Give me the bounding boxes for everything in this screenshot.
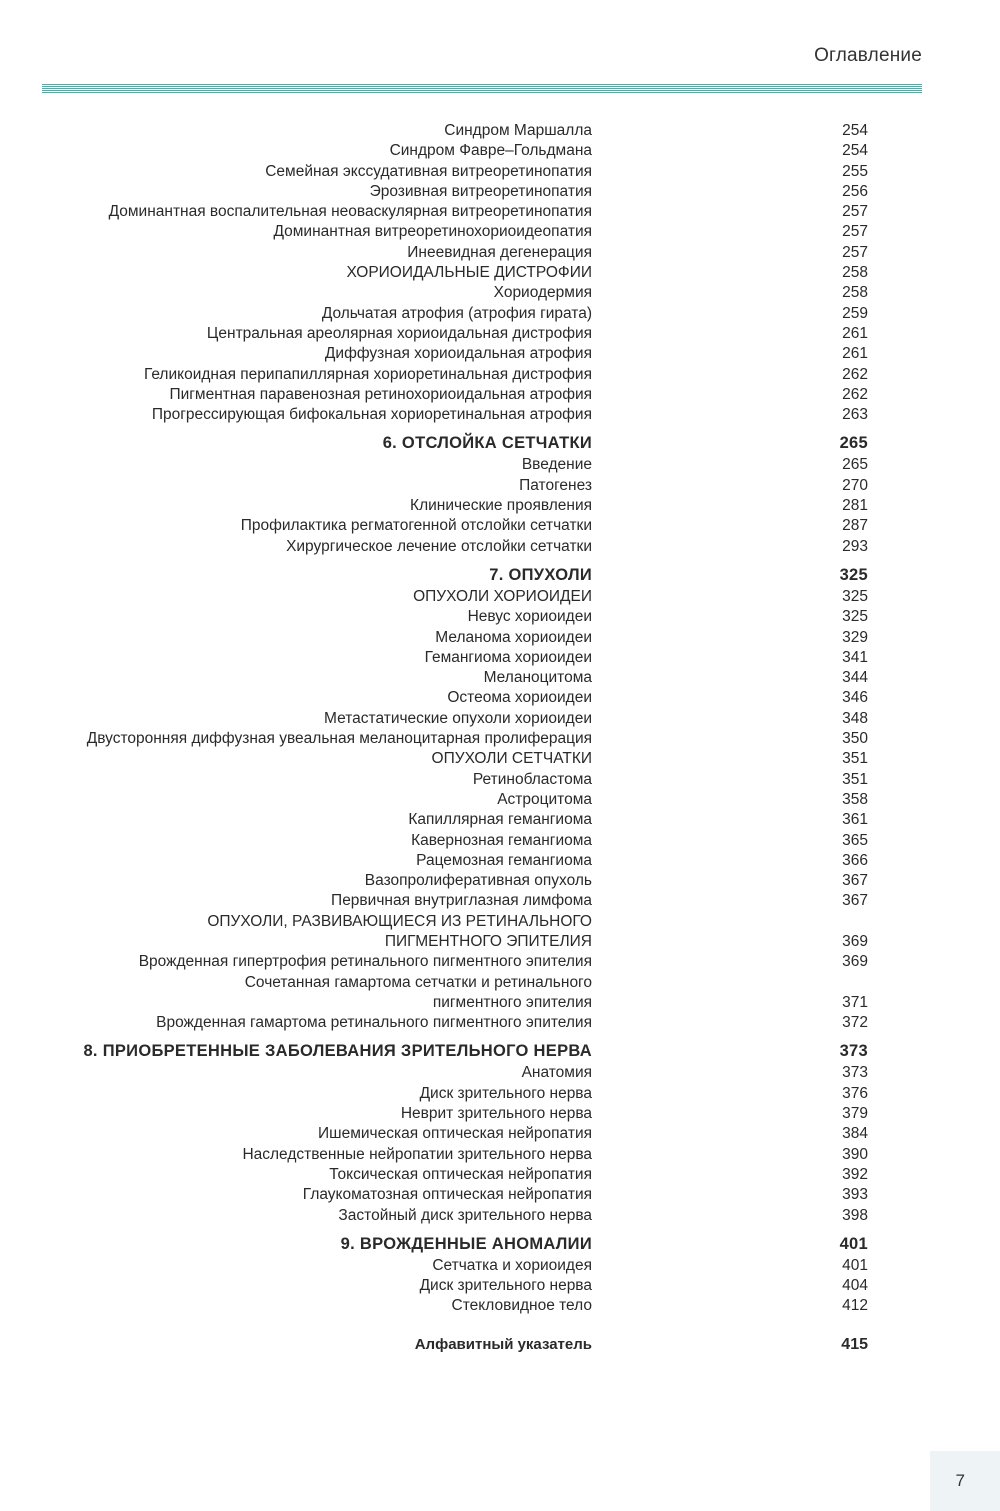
toc-entry-row <box>0 121 1000 141</box>
toc-entry-page: 262 <box>842 385 868 403</box>
toc-entry-title: Стекловидное тело <box>451 1297 592 1315</box>
toc-entry-title: Глаукоматозная оптическая нейропатия <box>302 1186 592 1204</box>
page-number-box <box>930 1451 1000 1511</box>
toc-entry-title: Хирургическое лечение отслойки сетчатки <box>286 537 592 555</box>
toc-entry-row <box>0 1206 1000 1226</box>
toc-entry-title: Диск зрительного нерва <box>419 1084 592 1102</box>
toc-entry-row <box>0 385 1000 405</box>
toc-entry-page: 390 <box>842 1145 868 1163</box>
toc-entry-page: 329 <box>842 628 868 646</box>
toc-entry-title: 7. ОПУХОЛИ <box>489 565 592 584</box>
toc-entry-row <box>0 344 1000 364</box>
table-of-contents <box>0 121 1000 1357</box>
toc-entry-title: Геликоидная перипапиллярная хориоретинальная дистрофия <box>143 365 592 383</box>
toc-entry-page: 365 <box>842 831 868 849</box>
toc-entry-page: 256 <box>842 182 868 200</box>
toc-entry-page: 392 <box>842 1165 868 1183</box>
toc-entry-row <box>0 648 1000 668</box>
toc-entry-row <box>0 516 1000 536</box>
toc-entry-page: 369 <box>842 932 868 950</box>
toc-entry-title: Ишемическая оптическая нейропатия <box>318 1125 592 1143</box>
toc-entry-row <box>0 1063 1000 1083</box>
toc-entry-page: 325 <box>842 587 868 605</box>
toc-entry-page: 361 <box>842 811 868 829</box>
header-rule <box>42 84 922 94</box>
toc-entry-page: 344 <box>842 669 868 687</box>
toc-entry-page: 351 <box>842 750 868 768</box>
toc-entry-title: Центральная ареолярная хориоидальная дистрофия <box>206 324 592 342</box>
toc-entry-title: 8. ПРИОБРЕТЕННЫЕ ЗАБОЛЕВАНИЯ ЗРИТЕЛЬНОГО НЕРВА <box>83 1042 592 1061</box>
toc-entry-row <box>0 405 1000 425</box>
toc-entry-row <box>0 871 1000 891</box>
toc-entry-title: Невус хориоидеи <box>467 608 592 626</box>
toc-entry-row <box>0 324 1000 344</box>
toc-entry-page: 358 <box>842 790 868 808</box>
toc-entry-page: 350 <box>842 730 868 748</box>
toc-entry-title: Двусторонняя диффузная увеальная меланоцитарная пролиферация <box>86 730 592 748</box>
toc-entry-row <box>0 709 1000 729</box>
toc-entry-page: 401 <box>842 1256 868 1274</box>
toc-entry-page: 366 <box>842 851 868 869</box>
toc-entry-row <box>0 496 1000 516</box>
toc-entry-page: 376 <box>842 1084 868 1102</box>
toc-entry-title: Анатомия <box>521 1064 592 1082</box>
toc-entry-title: Диффузная хориоидальная атрофия <box>324 345 592 363</box>
toc-entry-page: 258 <box>842 264 868 282</box>
toc-entry-page: 281 <box>842 497 868 515</box>
toc-entry-title: Профилактика регматогенной отслойки сетчатки <box>240 517 592 535</box>
toc-entry-page: 257 <box>842 203 868 221</box>
toc-chapter-row <box>0 563 1000 587</box>
toc-entry-title-continued: ПИГМЕНТНОГО ЭПИТЕЛИЯ <box>384 932 592 950</box>
toc-entry-title: Патогенез <box>519 476 592 494</box>
toc-entry-page: 369 <box>842 953 868 971</box>
toc-entry-row <box>0 891 1000 911</box>
toc-entry-row <box>0 476 1000 496</box>
toc-entry-title: Рацемозная гемангиома <box>416 851 592 869</box>
toc-entry-page: 265 <box>839 434 868 453</box>
toc-entry-page: 261 <box>842 345 868 363</box>
toc-entry-title: Клинические проявления <box>410 497 592 515</box>
toc-entry-title: Врожденная гипертрофия ретинального пигментного эпителия <box>138 953 592 971</box>
toc-entry-page: 325 <box>842 608 868 626</box>
toc-entry-page: 372 <box>842 1014 868 1032</box>
toc-entry-page: 346 <box>842 689 868 707</box>
toc-entry-row <box>0 1013 1000 1033</box>
toc-entry-page: 262 <box>842 365 868 383</box>
toc-entry-page: 398 <box>842 1206 868 1224</box>
toc-entry-row <box>0 455 1000 475</box>
toc-entry-page: 325 <box>839 565 868 584</box>
toc-entry-title: Эрозивная витреоретинопатия <box>369 182 592 200</box>
toc-entry-row <box>0 973 1000 1014</box>
toc-entry-page: 255 <box>842 162 868 180</box>
page-number: 7 <box>955 1471 965 1490</box>
toc-entry-row <box>0 263 1000 283</box>
toc-entry-row <box>0 749 1000 769</box>
toc-entry-page: 287 <box>842 517 868 535</box>
toc-entry-title: Алфавитный указатель <box>414 1335 592 1353</box>
toc-entry-row <box>0 1124 1000 1144</box>
toc-entry-title: Кавернозная гемангиома <box>411 831 592 849</box>
toc-entry-page: 384 <box>842 1125 868 1143</box>
toc-entry-title: Вазопролиферативная опухоль <box>364 872 592 890</box>
toc-index-row <box>0 1333 1000 1357</box>
toc-entry-page: 393 <box>842 1186 868 1204</box>
toc-entry-title: Врожденная гамартома ретинального пигментного эпителия <box>156 1014 592 1032</box>
toc-entry-row <box>0 162 1000 182</box>
toc-entry-row <box>0 668 1000 688</box>
toc-entry-page: 254 <box>842 122 868 139</box>
toc-entry-row <box>0 283 1000 303</box>
toc-entry-page: 257 <box>842 223 868 241</box>
toc-entry-row <box>0 222 1000 242</box>
toc-entry-title: ОПУХОЛИ ХОРИОИДЕИ <box>413 587 592 605</box>
toc-entry-title: ОПУХОЛИ СЕТЧАТКИ <box>431 750 592 768</box>
toc-entry-row <box>0 831 1000 851</box>
toc-entry-row <box>0 304 1000 324</box>
toc-entry-title: 6. ОТСЛОЙКА СЕТЧАТКИ <box>382 434 592 453</box>
toc-entry-row <box>0 202 1000 222</box>
toc-entry-row <box>0 770 1000 790</box>
toc-entry-title: Наследственные нейропатии зрительного нерва <box>242 1145 592 1163</box>
toc-entry-title: Дольчатая атрофия (атрофия гирата) <box>321 304 592 322</box>
toc-entry-page: 293 <box>842 537 868 555</box>
toc-entry-row <box>0 243 1000 263</box>
toc-entry-row <box>0 628 1000 648</box>
toc-entry-title: Синдром Фавре–Гольдмана <box>389 142 592 160</box>
toc-entry-title: Гемангиома хориоидеи <box>424 648 592 666</box>
toc-entry-page: 341 <box>842 648 868 666</box>
toc-entry-page: 401 <box>839 1234 868 1253</box>
toc-entry-title: Доминантная витреоретинохориоидеопатия <box>273 223 592 241</box>
toc-entry-row <box>0 1165 1000 1185</box>
toc-entry-title: Астроцитома <box>497 790 592 808</box>
toc-entry-row <box>0 790 1000 810</box>
toc-entry-page: 257 <box>842 243 868 261</box>
toc-entry-row <box>0 912 1000 953</box>
toc-entry-title: Первичная внутриглазная лимфома <box>331 892 592 910</box>
toc-entry-title: Инеевидная дегенерация <box>407 243 592 261</box>
toc-entry-page: 373 <box>842 1064 868 1082</box>
toc-chapter-row <box>0 1232 1000 1256</box>
toc-entry-title: ОПУХОЛИ, РАЗВИВАЮЩИЕСЯ ИЗ РЕТИНАЛЬНОГО <box>207 912 592 930</box>
toc-entry-row <box>0 365 1000 385</box>
toc-entry-title: Синдром Маршалла <box>444 122 592 139</box>
toc-entry-row <box>0 1084 1000 1104</box>
toc-entry-title: Метастатические опухоли хориоидеи <box>324 709 592 727</box>
toc-entry-row <box>0 1256 1000 1276</box>
toc-entry-page: 261 <box>842 324 868 342</box>
toc-entry-page: 367 <box>842 872 868 890</box>
toc-entry-title: Токсическая оптическая нейропатия <box>329 1165 592 1183</box>
toc-entry-row <box>0 688 1000 708</box>
toc-entry-row <box>0 587 1000 607</box>
toc-entry-row <box>0 607 1000 627</box>
toc-entry-title: Введение <box>521 456 592 474</box>
toc-entry-row <box>0 1185 1000 1205</box>
toc-entry-row <box>0 851 1000 871</box>
toc-entry-title: ХОРИОИДАЛЬНЫЕ ДИСТРОФИИ <box>346 264 592 282</box>
toc-entry-title: Остеома хориоидеи <box>447 689 592 707</box>
toc-entry-page: 258 <box>842 284 868 302</box>
toc-entry-row <box>0 182 1000 202</box>
toc-entry-title: Сетчатка и хориоидея <box>432 1256 592 1274</box>
toc-entry-title: Диск зрительного нерва <box>419 1277 592 1295</box>
toc-entry-title: Сочетанная гамартома сетчатки и ретинального <box>244 973 592 991</box>
toc-entry-row <box>0 1276 1000 1296</box>
toc-entry-page: 263 <box>842 406 868 424</box>
toc-entry-page: 404 <box>842 1277 868 1295</box>
toc-chapter-row <box>0 1039 1000 1063</box>
toc-entry-title: Хориодермия <box>493 284 592 302</box>
toc-entry-page: 367 <box>842 892 868 910</box>
toc-entry-title: Семейная экссудативная витреоретинопатия <box>265 162 592 180</box>
toc-entry-row <box>0 1145 1000 1165</box>
toc-entry-page: 270 <box>842 476 868 494</box>
toc-entry-title: Застойный диск зрительного нерва <box>338 1206 592 1224</box>
toc-entry-title: Пигментная паравенозная ретинохориоидальная атрофия <box>169 385 592 403</box>
toc-entry-title: Меланоцитома <box>483 669 592 687</box>
toc-entry-page: 259 <box>842 304 868 322</box>
toc-entry-title: Прогрессирующая бифокальная хориоретинальная атрофия <box>151 406 592 424</box>
toc-entry-row <box>0 141 1000 161</box>
toc-entry-title-continued: пигментного эпителия <box>432 993 592 1011</box>
toc-entry-row <box>0 1296 1000 1316</box>
toc-entry-page: 348 <box>842 709 868 727</box>
toc-entry-page: 412 <box>842 1297 868 1315</box>
toc-entry-row <box>0 952 1000 972</box>
toc-entry-row <box>0 1104 1000 1124</box>
toc-entry-page: 351 <box>842 770 868 788</box>
page-header-title: Оглавление <box>814 45 922 66</box>
toc-entry-title: Ретинобластома <box>472 770 592 788</box>
toc-entry-page: 373 <box>839 1042 868 1061</box>
toc-chapter-row <box>0 431 1000 455</box>
toc-entry-page: 265 <box>842 456 868 474</box>
toc-entry-row <box>0 537 1000 557</box>
toc-entry-title: Неврит зрительного нерва <box>400 1105 592 1123</box>
toc-entry-page: 371 <box>842 993 868 1011</box>
toc-entry-page: 415 <box>841 1335 868 1353</box>
toc-entry-title: Капиллярная гемангиома <box>408 811 592 829</box>
toc-entry-page: 254 <box>842 142 868 160</box>
toc-entry-page: 379 <box>842 1105 868 1123</box>
toc-entry-row <box>0 810 1000 830</box>
toc-entry-title: Меланома хориоидеи <box>435 628 592 646</box>
toc-entry-title: 9. ВРОЖДЕННЫЕ АНОМАЛИИ <box>340 1234 592 1253</box>
toc-entry-title: Доминантная воспалительная неоваскулярная витреоретинопатия <box>108 203 592 221</box>
toc-entry-row <box>0 729 1000 749</box>
